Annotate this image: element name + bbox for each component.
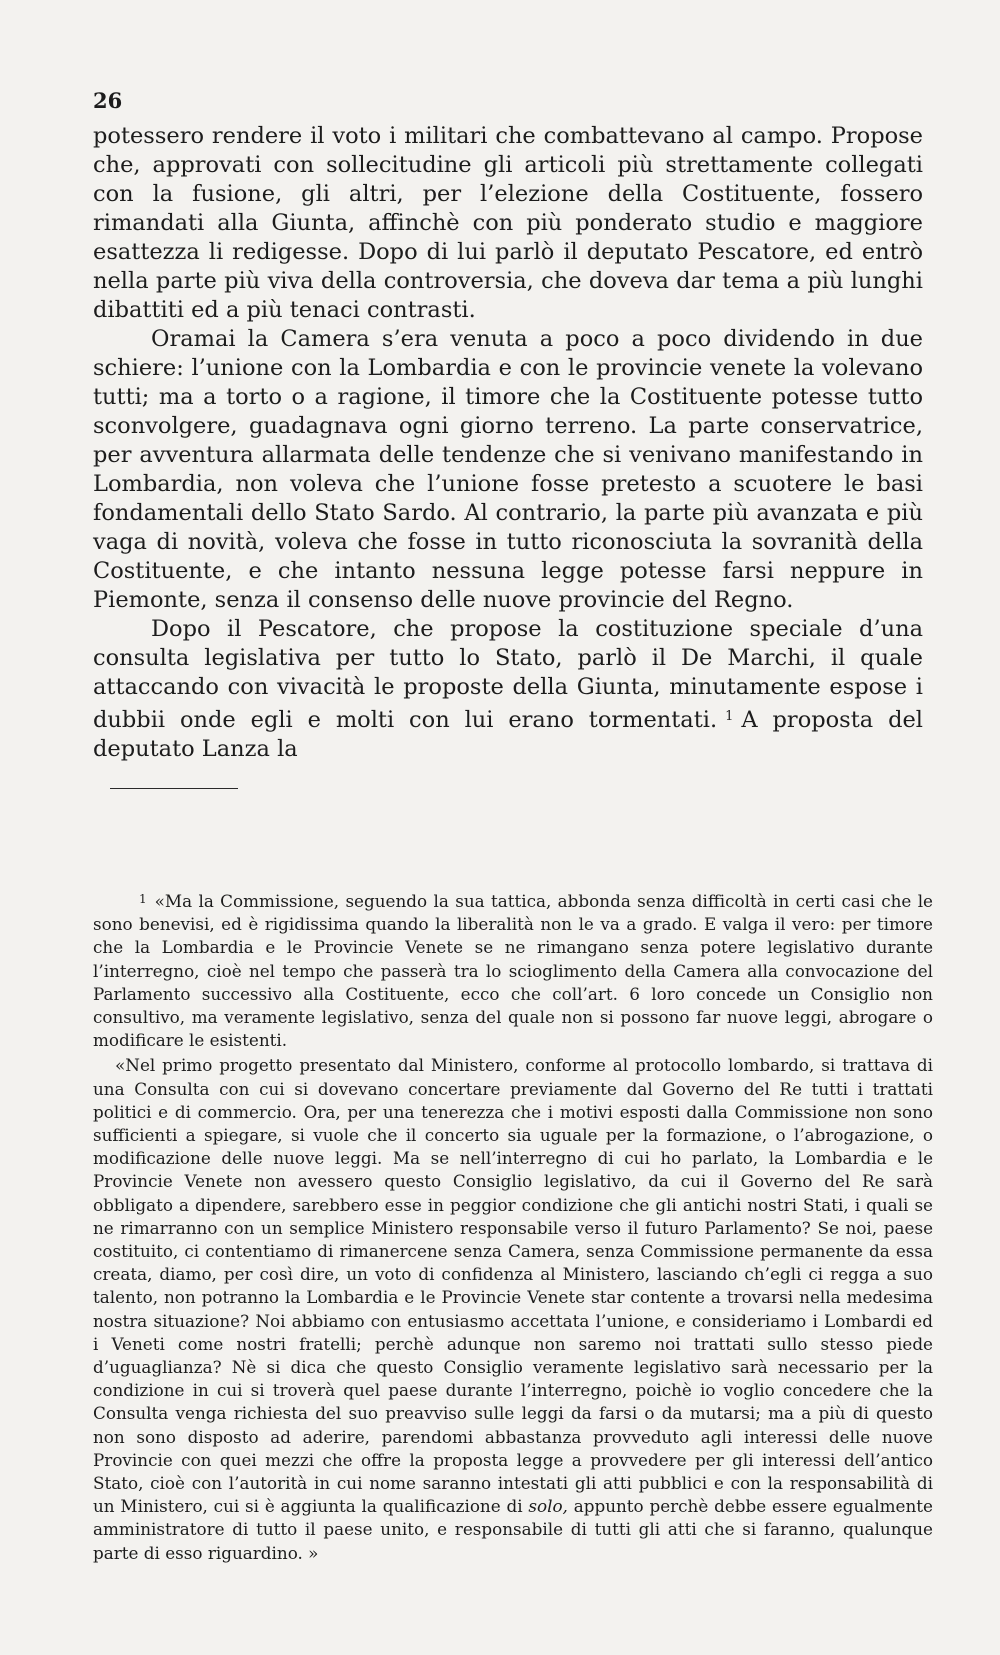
main-paragraph-2: Oramai la Camera s’era venuta a poco a poco dividendo in due schiere: l’unione con la Lombardia e con le provincie venete la volevano tutti; ma a torto o a ragione, il timore che la Costituente potesse tutto sconvolgere, guadagnava ogni giorno terreno. La parte conservatrice, per avventura allarmata delle tendenze che si venivano manifestando in Lombardia, non voleva che l’unione fosse pretesto a scuotere le basi fondamentali dello Stato Sardo. Al contrario, la parte più avanzata e più vaga di novità, voleva che fosse in tutto riconosciuta la sovranità della Costituente, e che intanto nessuna legge potesse farsi neppure in Piemonte, senza il consenso delle nuove provincie del Regno. xyxy=(93,326,923,613)
footnote-marker: 1 xyxy=(139,892,147,906)
page-number: 26 xyxy=(93,88,123,113)
footnote-paragraph-1 xyxy=(93,888,933,1052)
footnote-paragraph-2 xyxy=(93,1054,933,1564)
footnote-italic-word: solo, xyxy=(528,1496,568,1517)
footnote-reference: 1 xyxy=(725,709,734,724)
footnote-separator xyxy=(110,788,238,789)
footnote-paragraph-2-tail: appunto perchè debbe essere egualmente amministratore di tutto il paese unito, e responsabile di tutti gli atti che si faranno, qualunque parte di esso riguardino. » xyxy=(93,1496,933,1563)
footnote xyxy=(93,888,933,1565)
main-text xyxy=(93,122,923,764)
main-paragraph-1: potessero rendere il voto i militari che combattevano al campo. Propose che, approvati con sollecitudine gli articoli più strettamente collegati con la fusione, gli altri, per l’elezione della Costituente, fossero rimandati alla Giunta, affinchè con più ponderato studio e maggiore esattezza li redigesse. Dopo di lui parlò il deputato Pescatore, ed entrò nella parte più viva della controversia, che doveva dar tema a più lunghi dibattiti ed a più tenaci contrasti. xyxy=(93,123,923,323)
main-paragraph-3-text: Dopo il Pescatore, che propose la costituzione speciale d’una consulta legislativa per tutto lo Stato, parlò il De Marchi, il quale attaccando con vivacità le proposte della Giunta, minutamente espose i dubbii onde egli e molti con lui erano tormentati. xyxy=(93,616,923,733)
footnote-paragraph-2-text: «Nel primo progetto presentato dal Ministero, conforme al protocollo lombardo, si trattava di una Consulta con cui si dovevano concertare previamente dal Governo del Re tutti i trattati politici e di commercio. Ora, per una tenerezza che i motivi esposti dalla Commissione non sono sufficienti a spiegare, si vuole che il concerto sia uguale per la formazione, o l’abrogazione, o modificazione delle nuove leggi. Ma se nell’interregno di cui ho parlato, la Lombardia e le Provincie Venete non avessero questo Consiglio legislativo, da cui il Governo del Re sarà obbligato a dipendere, sarebbero esse in peggior condizione che gli antichi nostri Stati, i quali se ne rimarranno con un semplice Ministero responsabile verso il futuro Parlamento? Se noi, paese costituito, ci contentiamo di rimanercene senza Camera, senza Commissione permanente da essa creata, diamo, per così dire, un voto di confidenza al Ministero, lasciando ch’egli ci regga a suo talento, non potranno la Lombardia e le Provincie Venete star contente a trovarsi nella medesima nostra situazione? Noi abbiamo con entusiasmo accettata l’unione, e consideriamo i Lombardi ed i Veneti come nostri fratelli; perchè adunque non saremo noi trattati sullo stesso piede d’uguaglianza? Nè si dica che questo Consiglio veramente legislativo sarà necessario per la condizione in cui si troverà quel paese durante l’interregno, poichè io voglio concedere che la Consulta venga richiesta del suo preavviso sulle leggi da farsi o da mutarsi; ma a più di questo non sono disposto ad aderire, parendomi abbastanza provveduto agli interessi delle nuove Provincie con quei mezzi che offre la proposta legge a provvedere per gli interessi dell’antico Stato, cioè con l’autorità in cui nome saranno intestati gli atti pubblici e con la responsabilità di un Ministero, cui si è aggiunta la qualificazione di xyxy=(93,1055,933,1517)
main-paragraph-3 xyxy=(93,615,923,764)
main-paragraph-3-tail: A proposta del deputato Lanza la xyxy=(93,707,923,762)
footnote-paragraph-1-text: «Ma la Commissione, seguendo la sua tattica, abbonda senza difficoltà in certi casi che le sono benevisi, ed è rigidissima quando la liberalità non le va a grado. E valga il vero: per timore che la Lombardia e le Provincie Venete se ne rimangano senza potere legislativo durante l’interregno, cioè nel tempo che passerà tra lo scioglimento della Camera alla convocazione del Parlamento successivo alla Costituente, ecco che coll’art. 6 loro concede un Consiglio non consultivo, ma veramente legislativo, senza del quale non si possono far nuove leggi, abrogare o modificare le esistenti. xyxy=(93,891,933,1051)
